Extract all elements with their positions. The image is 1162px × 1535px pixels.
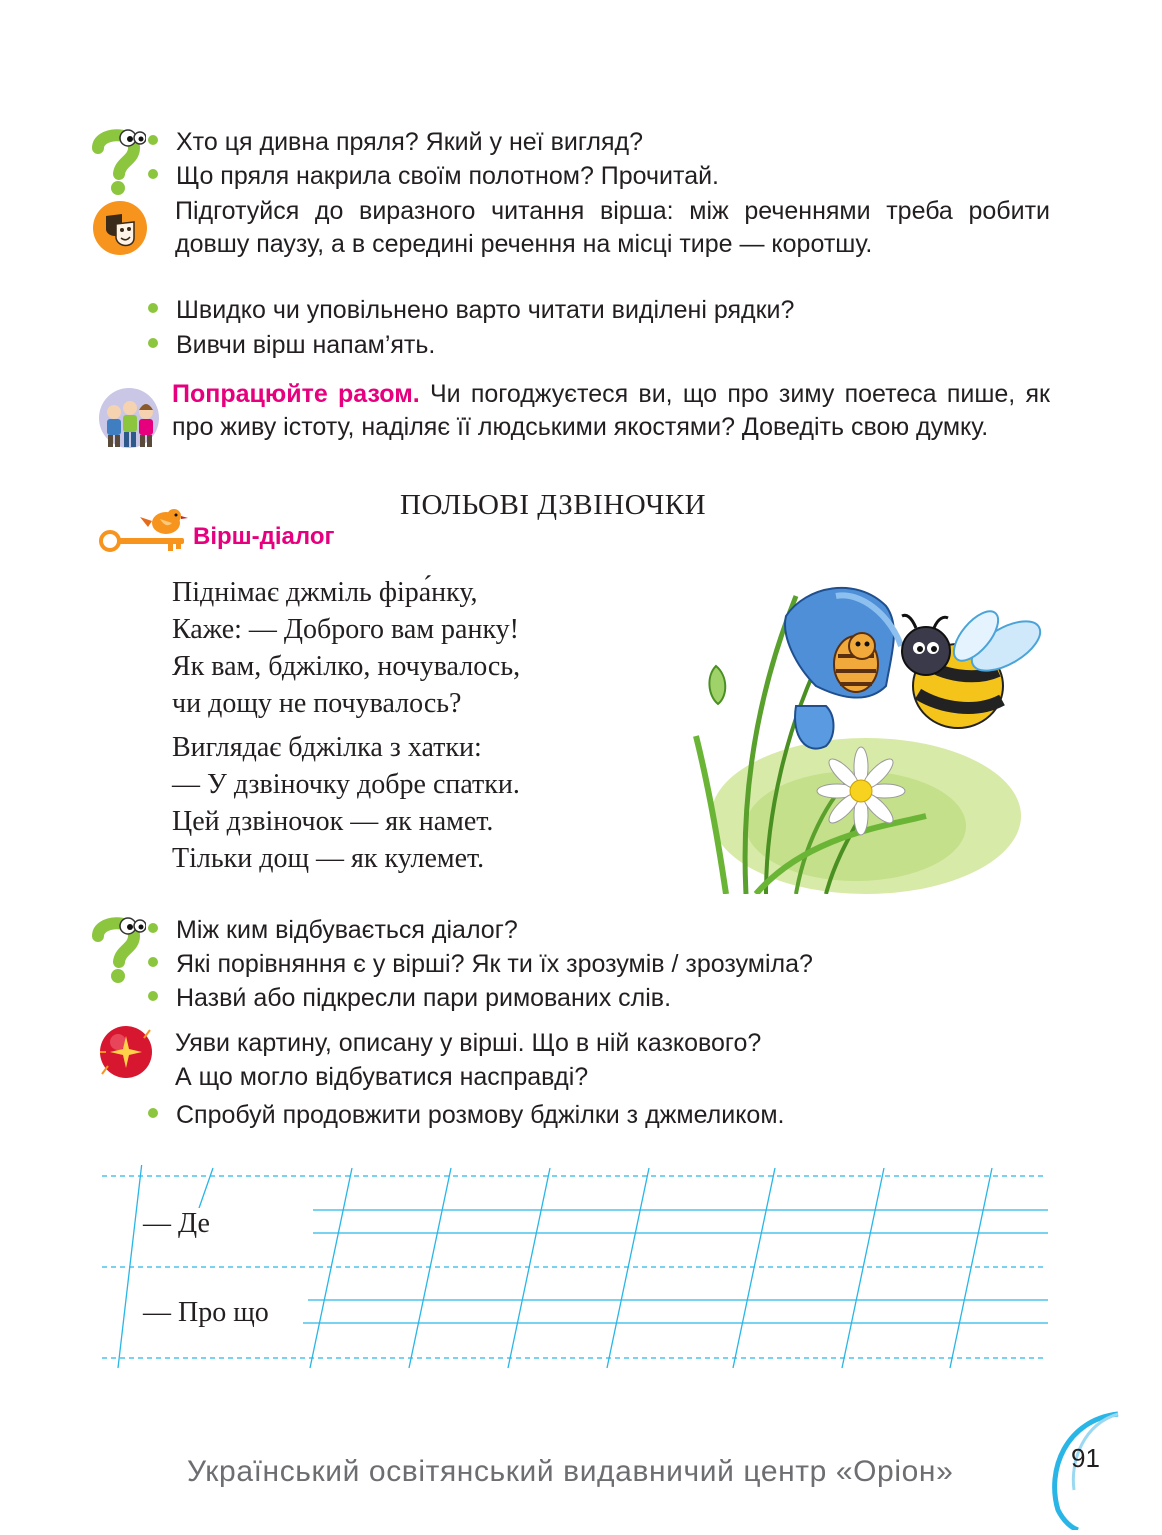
publisher-footer: Український освітянський видавничий центр «Оріон» (187, 1455, 954, 1488)
question-5-text: Між ким відбувається діалог? (176, 916, 518, 944)
page-number: 91 (1071, 1443, 1100, 1473)
question-4 (148, 329, 435, 362)
children-group-icon (94, 384, 164, 454)
question-icon-2 (90, 914, 146, 984)
bullet-dot (148, 135, 158, 145)
poem-line: Каже: — Доброго вам ранку! (172, 614, 519, 645)
bird-on-key-icon (98, 503, 190, 553)
bullet-dot (148, 991, 158, 1001)
poem-stanza-1 (172, 574, 520, 722)
question-2 (148, 160, 719, 193)
question-5 (148, 914, 518, 947)
bullet-dot (148, 303, 158, 313)
question-2-text: Що пряля накрила своїм полотном? Прочитай. (176, 162, 720, 190)
writing-lines[interactable] (98, 1165, 1053, 1370)
reading-task: Підготуйся до виразного читання вірша: між реченнями треба робити довшу паузу, а в середині речення на місці тире — коротшу. (175, 197, 1050, 258)
question-6 (148, 948, 813, 981)
question-7 (148, 982, 671, 1015)
bullet-dot (148, 923, 158, 933)
poem-genre: Вірш-діалог (193, 523, 335, 550)
question-4-text: Вивчи вірш напам’ять. (176, 331, 436, 359)
question-8-text: Спробуй продовжити розмову бджілки з джмеликом. (176, 1101, 785, 1129)
imagine-line-2: А що могло відбуватися насправді? (175, 1063, 589, 1091)
poem-line: — У дзвіночку добре спатки. (172, 769, 520, 800)
writing-prompt-2: — Про що (143, 1297, 273, 1329)
bullet-dot (148, 1108, 158, 1118)
bellflower-bees-illustration (686, 576, 1044, 894)
writing-prompt-1: — Де (143, 1208, 214, 1240)
question-3-text: Швидко чи уповільнено варто читати виділені рядки? (176, 296, 795, 324)
question-7-text: Назви́ або підкресли пари римованих слів. (176, 984, 672, 1012)
poem-line: Цей дзвіночок — як намет. (172, 806, 494, 837)
poem-stanza-2 (172, 729, 520, 877)
red-star-ball-icon (96, 1022, 156, 1082)
question-6-text: Які порівняння є у вірші? Як ти їх зрозумів / зрозуміла? (176, 950, 813, 978)
question-icon-1 (90, 126, 146, 196)
bullet-dot (148, 338, 158, 348)
poem-line: Піднімає джміль фіра́нку, (172, 577, 478, 608)
group-work-paragraph (172, 378, 1050, 444)
bullet-dot (148, 169, 158, 179)
question-8 (148, 1099, 784, 1132)
group-work-text: Чи погоджуєтеся ви, що про зиму поетеса пише, як про живу істоту, наділяє її людськими якостями? Доведіть свою думку. (172, 380, 1050, 441)
poem-title: ПОЛЬОВІ ДЗВІНОЧКИ (400, 489, 707, 521)
question-1-text: Хто ця дивна пряля? Який у неї вигляд? (176, 128, 644, 156)
imagine-line-1: Уяви картину, описану у вірші. Що в ній казкового? (175, 1029, 762, 1057)
theater-masks-icon (92, 200, 148, 256)
poem-line: Тільки дощ — як кулемет. (172, 843, 485, 874)
poem-line: Виглядає бджілка з хатки: (172, 732, 482, 763)
poem-line: Як вам, бджілко, ночувалось, (172, 651, 521, 682)
bullet-dot (148, 957, 158, 967)
group-work-label: Попрацюйте разом. (172, 380, 420, 408)
poem-line: чи дощу не почувалось? (172, 688, 462, 719)
question-1 (148, 126, 643, 159)
question-3 (148, 294, 794, 327)
